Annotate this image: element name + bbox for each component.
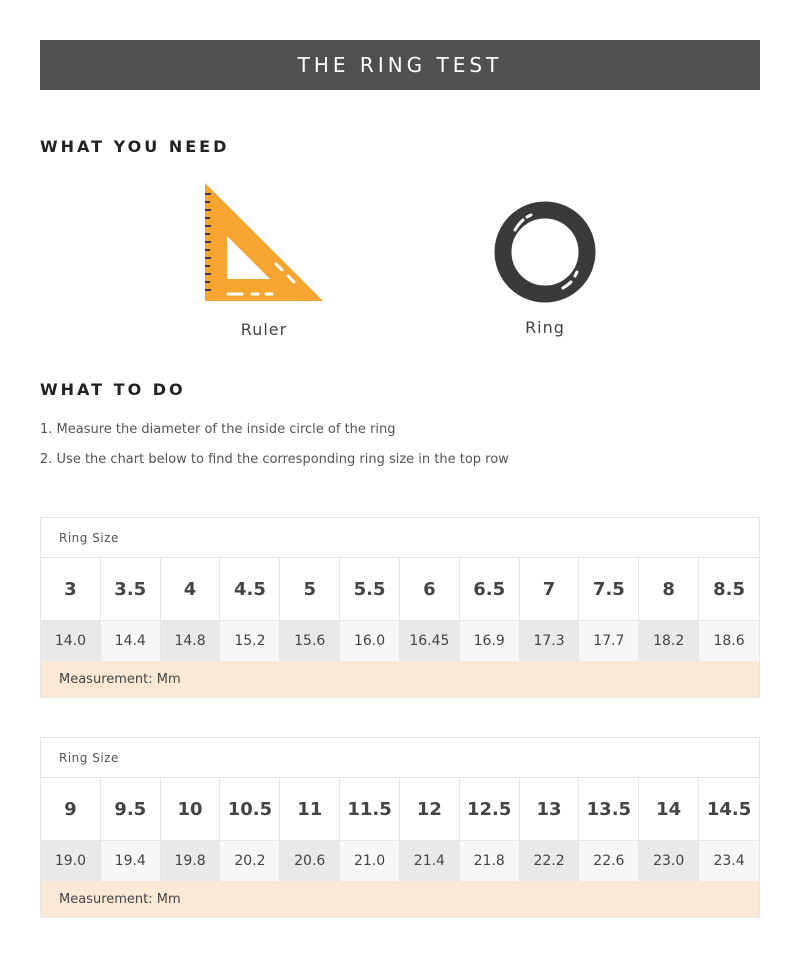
measurement-cell: 17.3 <box>520 621 580 661</box>
measurement-cell: 15.6 <box>280 621 340 661</box>
measurement-row <box>41 841 759 881</box>
ring-size-cell: 14 <box>639 778 699 840</box>
ring-size-row <box>41 778 759 841</box>
ring-size-cell: 4 <box>161 558 221 620</box>
measurement-cell: 23.4 <box>699 841 759 881</box>
ring-size-cell: 6.5 <box>460 558 520 620</box>
ring-icon <box>493 200 597 304</box>
measurement-cell: 14.4 <box>101 621 161 661</box>
tool-ruler <box>200 180 328 339</box>
ring-size-table <box>40 737 760 918</box>
ring-size-cell: 9.5 <box>101 778 161 840</box>
table-caption: Ring Size <box>41 738 759 778</box>
ring-size-cell: 5 <box>280 558 340 620</box>
table-caption: Ring Size <box>41 518 759 558</box>
step-1: 1. Measure the diameter of the inside circle of the ring <box>40 422 396 437</box>
measurement-cell: 16.45 <box>400 621 460 661</box>
measurement-cell: 18.6 <box>699 621 759 661</box>
ring-size-cell: 14.5 <box>706 798 752 820</box>
step-2: 2. Use the chart below to find the corresponding ring size in the top row <box>40 452 509 467</box>
measurement-unit-footer: Measurement: Mm <box>41 881 759 917</box>
ring-size-cell: 13.5 <box>579 778 639 840</box>
ring-size-cell: 3.5 <box>101 558 161 620</box>
measurement-unit-footer: Measurement: Mm <box>41 661 759 697</box>
measurement-cell: 17.7 <box>579 621 639 661</box>
measurement-cell: 16.0 <box>340 621 400 661</box>
ring-size-cell: 11 <box>280 778 340 840</box>
measurement-cell: 19.0 <box>41 841 101 881</box>
measurement-cell: 14.8 <box>161 621 221 661</box>
ring-size-cell: 12.5 <box>460 778 520 840</box>
measurement-cell: 23.0 <box>639 841 699 881</box>
ring-size-cell: 9 <box>41 778 101 840</box>
page-banner <box>40 40 760 90</box>
ring-size-cell: 7.5 <box>579 558 639 620</box>
ring-size-cell: 7 <box>520 558 580 620</box>
measurement-row <box>41 621 759 661</box>
measurement-cell: 22.6 <box>579 841 639 881</box>
measurement-cell: 15.2 <box>220 621 280 661</box>
measurement-cell: 21.4 <box>400 841 460 881</box>
measurement-cell: 18.2 <box>639 621 699 661</box>
ring-size-cell: 10.5 <box>220 778 280 840</box>
ring-size-row <box>41 558 759 621</box>
measurement-cell: 20.6 <box>280 841 340 881</box>
tool-ring <box>486 200 604 337</box>
what-you-need-heading: WHAT YOU NEED <box>40 137 230 156</box>
measurement-cell: 19.8 <box>161 841 221 881</box>
measurement-cell: 14.0 <box>41 621 101 661</box>
ring-size-cell: 13 <box>520 778 580 840</box>
measurement-cell: 20.2 <box>220 841 280 881</box>
ring-size-cell: 8.5 <box>713 578 745 600</box>
ring-size-cell: 10 <box>161 778 221 840</box>
page-title: THE RING TEST <box>297 53 503 77</box>
what-to-do-heading: WHAT TO DO <box>40 380 186 399</box>
measurement-cell: 16.9 <box>460 621 520 661</box>
ring-size-cell: 3 <box>41 558 101 620</box>
ring-size-table <box>40 517 760 698</box>
ruler-label: Ruler <box>240 320 288 339</box>
measurement-cell: 19.4 <box>101 841 161 881</box>
ring-size-cell: 6 <box>400 558 460 620</box>
ruler-icon <box>200 180 328 302</box>
ring-size-cell: 5.5 <box>340 558 400 620</box>
ring-size-cell: 11.5 <box>340 778 400 840</box>
ring-label: Ring <box>525 318 565 337</box>
ring-size-cell: 4.5 <box>220 558 280 620</box>
measurement-cell: 22.2 <box>520 841 580 881</box>
ring-size-cell: 8 <box>639 558 699 620</box>
measurement-cell: 21.8 <box>460 841 520 881</box>
ring-size-cell: 12 <box>400 778 460 840</box>
measurement-cell: 21.0 <box>340 841 400 881</box>
